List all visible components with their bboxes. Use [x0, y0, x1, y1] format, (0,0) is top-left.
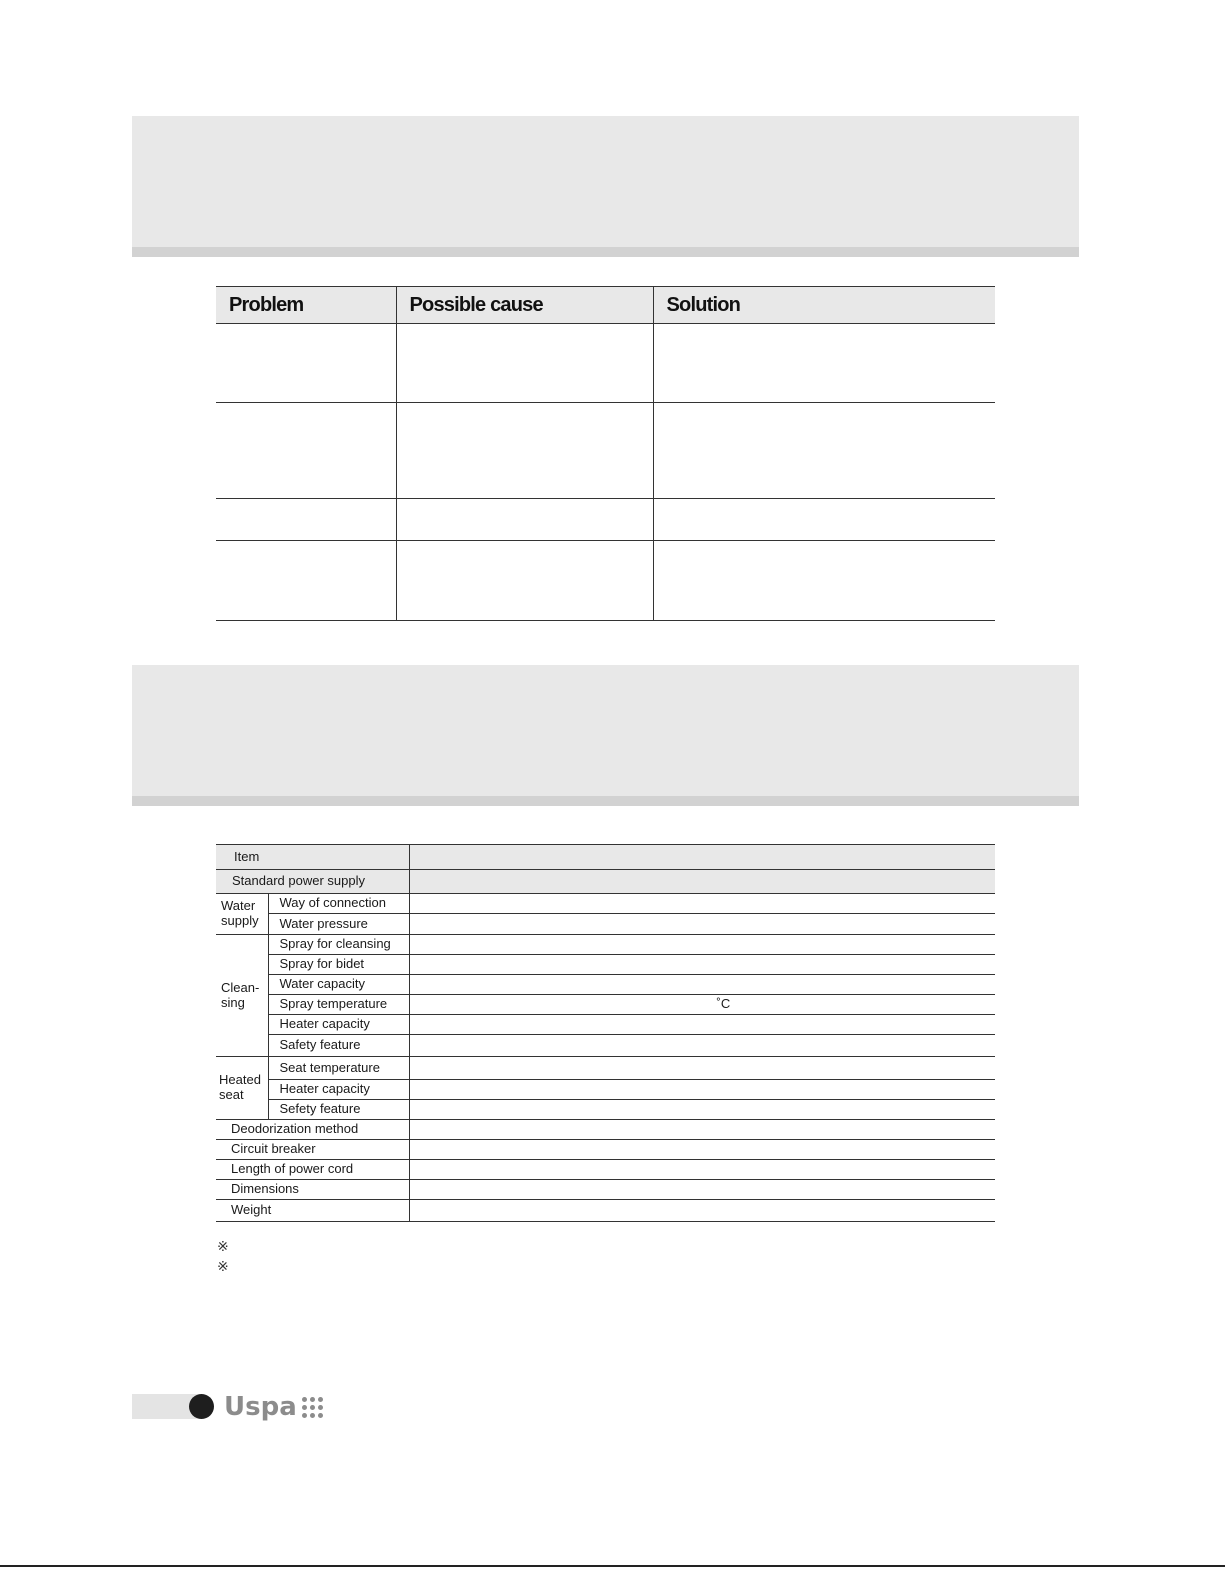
- spec-value: [409, 975, 995, 995]
- spec-row: [216, 1100, 995, 1120]
- header-solution: Solution: [653, 287, 995, 324]
- spec-label: Spray for bidet: [268, 955, 409, 975]
- spec-row: [216, 995, 995, 1015]
- cause-cell: [396, 403, 653, 499]
- spec-value: [409, 1120, 995, 1140]
- spec-label: Sefety feature: [268, 1100, 409, 1120]
- spec-value: [409, 894, 995, 914]
- spec-value: [409, 1160, 995, 1180]
- reference-mark: ※: [217, 1238, 229, 1254]
- spec-value: [409, 1200, 995, 1222]
- solution-cell: [653, 499, 995, 541]
- page-bottom-rule: [0, 1565, 1225, 1567]
- problem-cell: [216, 499, 396, 541]
- spec-row: [216, 1015, 995, 1035]
- spec-row: [216, 1057, 995, 1080]
- spec-row: [216, 1200, 995, 1222]
- spec-label: Seat temperature: [268, 1057, 409, 1080]
- spec-row: [216, 1140, 995, 1160]
- spec-row: [216, 914, 995, 935]
- spec-row: [216, 1120, 995, 1140]
- table-header-row: [216, 287, 995, 324]
- spec-value: [409, 914, 995, 935]
- spec-row: [216, 1180, 995, 1200]
- spec-label: Way of connection: [268, 894, 409, 914]
- table-row: [216, 324, 995, 403]
- spec-label: Circuit breaker: [216, 1140, 409, 1160]
- spec-label: Deodorization method: [216, 1120, 409, 1140]
- spec-label: Water pressure: [268, 914, 409, 935]
- spec-value: [409, 1140, 995, 1160]
- spec-row-item: [216, 845, 995, 870]
- water-supply-group: Water supply: [216, 894, 268, 935]
- header-possible-cause: Possible cause: [396, 287, 653, 324]
- section-header-band: [132, 665, 1079, 806]
- spec-row: [216, 935, 995, 955]
- item-value: [409, 845, 995, 870]
- brand-logo: [224, 1392, 323, 1422]
- brand-dots-icon: [302, 1397, 323, 1418]
- problem-cell: [216, 403, 396, 499]
- spec-label: Spray for cleansing: [268, 935, 409, 955]
- specification-table: [216, 844, 995, 1222]
- solution-cell: [653, 403, 995, 499]
- power-supply-value: [409, 870, 995, 894]
- cause-cell: [396, 541, 653, 621]
- spec-label: Heater capacity: [268, 1080, 409, 1100]
- spec-row: [216, 1160, 995, 1180]
- spec-row: [216, 955, 995, 975]
- spec-row: [216, 975, 995, 995]
- spec-value: [409, 935, 995, 955]
- table-row: [216, 499, 995, 541]
- spec-label: Safety feature: [268, 1035, 409, 1057]
- table-row: [216, 541, 995, 621]
- problem-cell: [216, 324, 396, 403]
- spec-label: Heater capacity: [268, 1015, 409, 1035]
- spec-row: [216, 894, 995, 914]
- spec-value: [409, 1100, 995, 1120]
- heated-seat-group: Heated seat: [216, 1057, 268, 1120]
- spec-row: [216, 1035, 995, 1057]
- reference-mark: ※: [217, 1258, 229, 1274]
- spec-value: [409, 995, 995, 1015]
- cause-cell: [396, 324, 653, 403]
- spec-label: Spray temperature: [268, 995, 409, 1015]
- cause-cell: [396, 499, 653, 541]
- spec-label: Water capacity: [268, 975, 409, 995]
- spec-label: Dimensions: [216, 1180, 409, 1200]
- power-supply-label: Standard power supply: [216, 870, 409, 894]
- item-header: Item: [216, 845, 409, 870]
- spec-row-power-supply: [216, 870, 995, 894]
- temperature-unit: ˚C: [716, 996, 731, 1012]
- page-number-dot: [189, 1394, 214, 1419]
- spec-value: [409, 1180, 995, 1200]
- problem-cell: [216, 541, 396, 621]
- brand-logo-text: Uspa: [224, 1392, 297, 1422]
- spec-value: [409, 1035, 995, 1057]
- spec-value: [409, 1015, 995, 1035]
- spec-value: [409, 1080, 995, 1100]
- table-row: [216, 403, 995, 499]
- spec-label: Weight: [216, 1200, 409, 1222]
- solution-cell: [653, 541, 995, 621]
- section-header-band: [132, 116, 1079, 257]
- spec-value: [409, 955, 995, 975]
- spec-label: Length of power cord: [216, 1160, 409, 1180]
- spec-value: [409, 1057, 995, 1080]
- troubleshooting-table: [216, 286, 995, 621]
- header-problem: Problem: [216, 287, 396, 324]
- spec-row: [216, 1080, 995, 1100]
- solution-cell: [653, 324, 995, 403]
- cleansing-group: Clean- sing: [216, 935, 268, 1057]
